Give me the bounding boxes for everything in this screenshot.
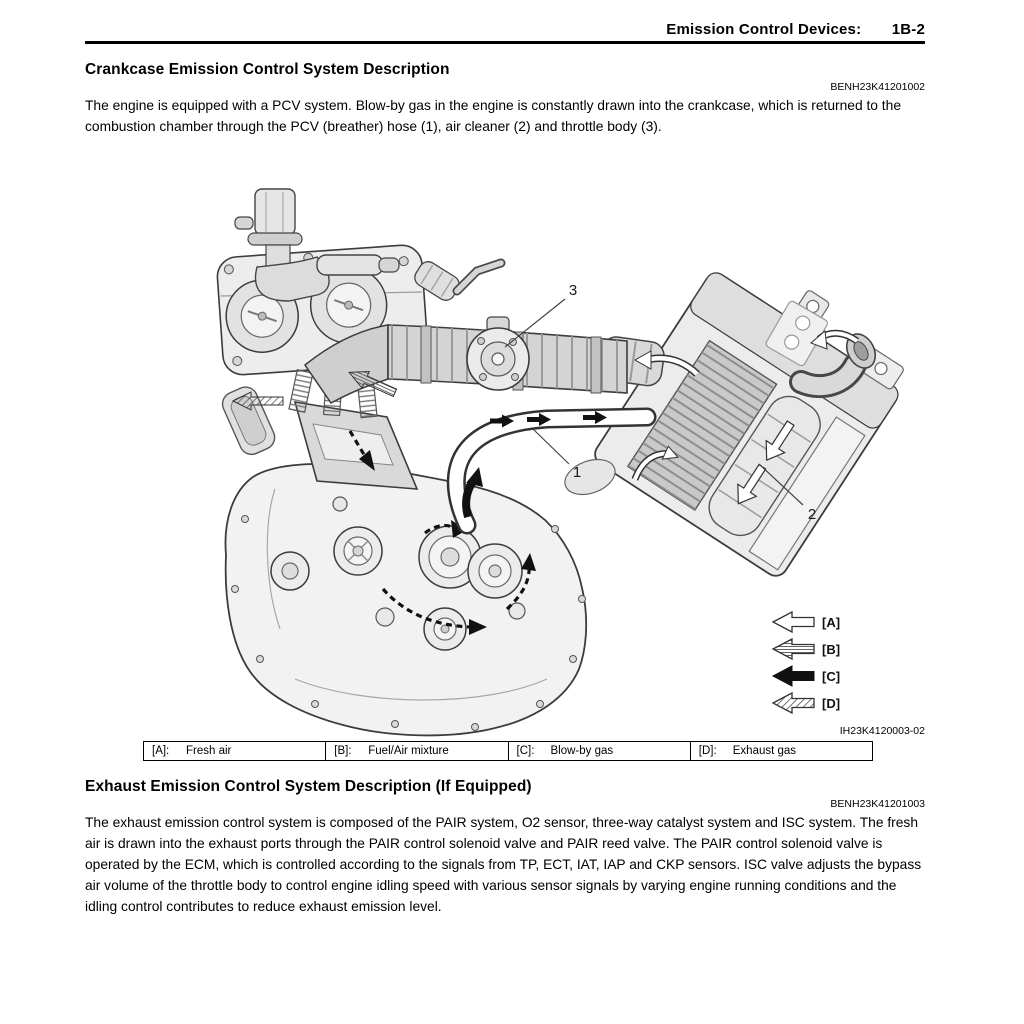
callout-1-pcv-hose: 1	[572, 464, 582, 481]
section-title-exhaust: Exhaust Emission Control System Description (If Equipped)	[85, 778, 532, 795]
exhaust-body-text: The exhaust emission control system is composed of the PAIR system, O2 sensor, three-way catalyst system and ISC system. The fresh air is drawn into the exhaust ports through the PAIR control solenoid valve and PAIR reed valve. The PAIR control solenoid valve is operated by the ECM, which is controlled according to the signals from TP, ECT, IAT, IAP and CKP sensors. ISC valve adjusts the bypass air volume of the throttle body to control engine idling speed with various sensor signals by varying engine running conditions and the idling control contributes to reduce exhaust emission level.	[85, 815, 922, 914]
legend-key-b: [B]:	[334, 745, 352, 757]
legend-label-c: Blow-by gas	[550, 745, 614, 757]
figure-image-code: IH23K4120003-02	[839, 725, 925, 737]
header-rule	[85, 41, 925, 44]
hatched-arrow-icon	[773, 693, 814, 713]
ref-code-exhaust: BENH23K41201003	[830, 798, 925, 810]
lined-arrow-icon	[773, 639, 814, 659]
legend-label-a: Fresh air	[186, 745, 232, 757]
crankcase-body-text: The engine is equipped with a PCV system. Blow-by gas in the engine is constantly drawn into the crankcase, which is returned to the combustion chamber through the PCV (breather) hose (1), air cleaner (2) and throttle body (3).	[85, 98, 901, 134]
arrow-legend-label-a: [A]	[822, 615, 841, 630]
legend-table	[143, 741, 873, 761]
arrow-legend-label-d: [D]	[822, 696, 841, 711]
legend-cell-a	[144, 742, 325, 760]
legend-cell-d	[690, 742, 872, 760]
callout-2-air-cleaner: 2	[807, 506, 817, 523]
crankcase	[225, 464, 586, 735]
legend-cell-c	[508, 742, 690, 760]
page-content	[85, 0, 925, 917]
legend-cell-b	[325, 742, 507, 760]
header-page-number: 1B-2	[891, 21, 925, 38]
arrow-legend	[773, 612, 840, 713]
arrow-legend-label-b: [B]	[822, 642, 841, 657]
outline-arrow-icon	[773, 612, 814, 632]
section-title-crankcase: Crankcase Emission Control System Description	[85, 61, 450, 78]
solid-arrow-icon	[773, 666, 814, 686]
legend-key-a: [A]:	[152, 745, 170, 757]
legend-key-c: [C]:	[516, 745, 535, 757]
throttle-body	[467, 317, 529, 390]
callout-3-throttle-body: 3	[568, 282, 578, 299]
page-header	[85, 0, 925, 38]
engine-illustration	[216, 189, 627, 735]
header-title: Emission Control Devices:	[666, 21, 862, 38]
arrow-legend-label-c: [C]	[822, 669, 841, 684]
engine-diagram-svg	[85, 159, 925, 737]
legend-label-d: Exhaust gas	[732, 745, 797, 757]
legend-key-d: [D]:	[698, 745, 717, 757]
ref-code-crankcase: BENH23K41201002	[830, 81, 925, 93]
legend-label-b: Fuel/Air mixture	[368, 745, 449, 757]
engine-diagram-figure	[85, 159, 925, 737]
